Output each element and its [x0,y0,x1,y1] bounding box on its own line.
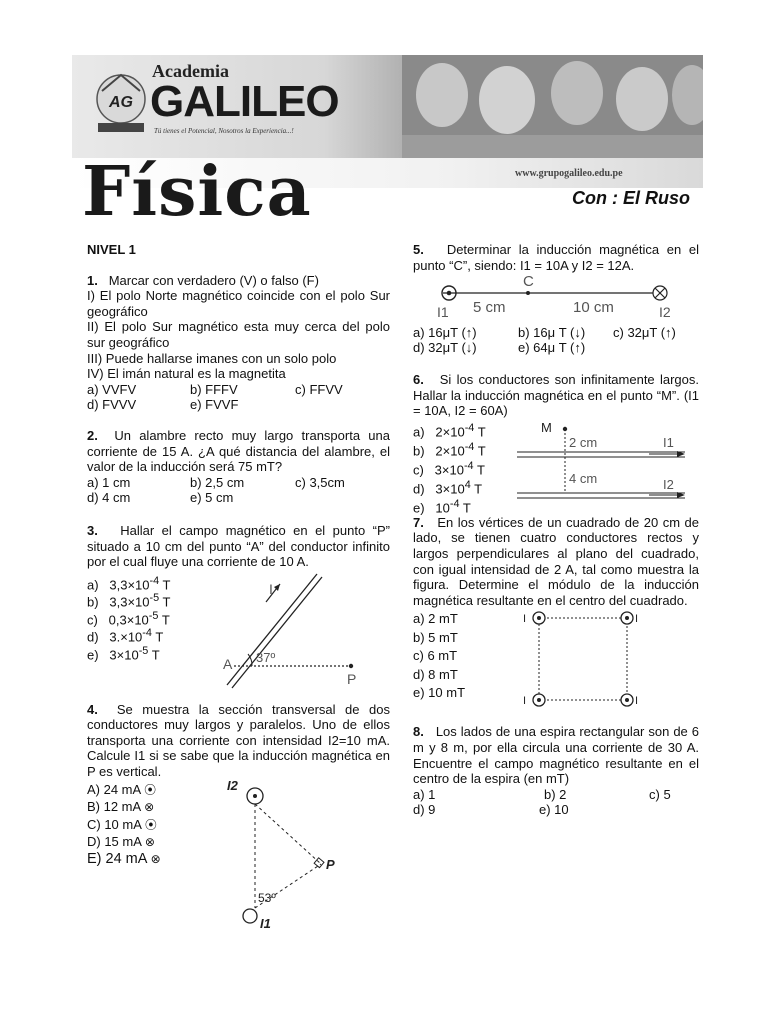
point-p-label: P [347,670,357,687]
question-5 [413,242,699,356]
q6-option: c) $3\times 10^{-4}$ T [413,460,485,478]
website-link[interactable]: www.grupogalileo.edu.pe [515,168,623,179]
q1-item: III) Puede hallarse imanes con un solo polo [87,350,337,366]
q8-option: c) 5 [649,786,671,802]
conductor-bottom-left [533,694,545,706]
question-4 [87,702,390,940]
brand-slogan: Tú tienes el Potencial, Nosotros la Experiencia...! [154,127,294,135]
q6-number: 6. [413,371,424,387]
q7-option: b) 5 mT [413,629,458,645]
q8-option: e) 10 [539,802,569,818]
emblem-text: AG [109,94,133,111]
current-label: I [269,580,273,597]
q8-text: Los lados de una espira rectangular son de 6 m y 8 m, por ella circula una corriente de 30 A. Encuentre el campo magnético resultante en el centro de la espira (en mT) [413,724,699,787]
current-label: I [523,613,527,626]
q8-option: b) 2 [544,786,567,802]
q2-number: 2. [87,427,98,443]
q1-option: d) FVVV [87,397,137,413]
dot-out-icon: ⦿ [144,782,157,797]
distance-label: 2 cm [569,434,598,450]
q3-number: 3. [87,522,98,538]
q7-text: En los vértices de un cuadrado de 20 cm de lado, se tienen cuatro conductores rectos y largos perpendiculares al plano del cuadrado, con igual intensidad de 2 A, tal como muestra la figura. Determine el módulo de la inducción magnética resultante en el centro del cuadrado. [413,514,699,608]
distance-label: 10 cm [573,299,614,317]
q5-option: a) 16μT (↑) [413,324,477,340]
q1-number: 1. [87,272,98,288]
current-label: I [635,695,639,708]
academy-emblem-icon [92,69,150,135]
q7-option: c) 6 mT [413,648,458,664]
conductor-bottom-right [621,694,633,706]
q5-option: d) 32μT (↓) [413,340,477,356]
q8-option: a) 1 [413,786,436,802]
q3-option: c) $0,3\times 10^{-5}$ T [87,609,170,628]
q5-option: e) 64μ T (↑) [518,340,586,356]
question-8 [413,724,699,818]
q4-option-label: B) 12 mA [87,799,141,815]
q4-option [87,781,217,799]
i1-label: I1 [437,304,449,321]
c-label: C [523,273,534,291]
q3-option: b) $3,3\times 10^{-5}$ T [87,592,171,610]
question-7 [413,515,699,717]
q4-option [87,798,217,816]
q3-option: a) $3,3\times 10^{-4}$ T [87,574,171,593]
q7-option: d) 8 mT [413,666,458,682]
question-2 [87,428,390,506]
right-column [413,242,699,818]
i1-label: I1 [260,915,271,931]
q6-option: e) $10^{-4}$ T [413,498,471,516]
question-6 [413,371,699,516]
q6-option: b) $2\times 10^{-4}$ T [413,440,486,459]
q4-number: 4. [87,701,98,717]
conductor-top-right [621,612,633,624]
q3-option: d) $3.\times 10^{-4}$ T [87,627,164,645]
q6-figure [517,419,693,507]
q4-option-label: C) 10 mA [87,816,142,832]
q2-option: e) 5 cm [190,490,234,506]
q2-option: b) 2,5 cm [190,474,245,490]
cross-in-icon: ⊗ [150,851,161,866]
q2-text: Un alambre recto muy largo transporta una corriente de 15 A. ¿A qué distancia del alambre, el valor de la inducción será 75 mT? [87,427,390,475]
q5-option: b) 16μ T (↓) [518,324,586,340]
q4-option-label: A) 24 mA [87,781,141,797]
angle-label: 53º [258,890,276,905]
question-1 [87,273,390,413]
q7-figure [518,610,648,710]
distance-label: 4 cm [569,470,598,486]
m-label: M [541,419,552,435]
q1-item: II) El polo Sur magnético esta muy cerca del polo sur geográfico [87,319,390,350]
q2-option: d) 4 cm [87,490,131,506]
current-label: I [635,613,639,626]
q1-option: a) VVFV [87,381,137,397]
header-banner [72,55,703,158]
p-label: P [326,856,335,872]
q1-item: IV) El imán natural es la magnetita [87,366,286,382]
brand-name: GALILEO [150,77,339,126]
i2-label: I2 [227,777,238,793]
q8-option: d) 9 [413,802,436,818]
q5-option: c) 32μT (↑) [613,324,676,340]
q7-number: 7. [413,514,424,530]
q1-text: Marcar con verdadero (V) o falso (F) [108,272,319,288]
i1-label: I1 [663,434,674,450]
q1-option: e) FVVF [190,397,239,413]
left-column [87,242,390,940]
q4-option [87,851,217,869]
q2-option: a) 1 cm [87,474,131,490]
q4-option [87,833,217,851]
q7-option: e) 10 mT [413,685,466,701]
q5-figure [413,273,699,321]
brand-academia: Academia [152,61,229,81]
q4-figure [222,776,362,936]
q1-item: I) El polo Norte magnético coincide con el polo Sur geográfico [87,288,390,319]
angle-label: 37º [256,649,276,665]
q5-number: 5. [413,242,424,257]
i2-label: I2 [663,476,674,492]
q3-option: e) $3\times 10^{-5}$ T [87,644,160,663]
dot-out-icon: ⦿ [144,817,157,832]
q6-text: Si los conductores son infinitamente largos. Hallar la inducción magnética en el punto “M”. (I1 = 10A, I2 = 60A) [413,371,699,419]
students-photo [402,55,703,158]
distance-label: 5 cm [473,299,506,317]
q1-option: b) FFFV [190,381,238,397]
q1-option: c) FFVV [295,381,343,397]
q6-option: d) $3\times 10^4$ T [413,479,483,497]
i2-label: I2 [659,304,671,321]
conductor-top-left [533,612,545,624]
level-heading: NIVEL 1 [87,242,136,257]
author-label: Con : El Ruso [572,188,690,208]
point-a-label: A [223,655,233,672]
question-3 [87,523,390,692]
q7-option: a) 2 mT [413,611,458,627]
q3-text: Hallar el campo magnético en el punto “P” situado a 10 cm del punto “A” del conductor infinito por el cual fluye una corriente de 10 A. [87,522,390,570]
page-title: Física [82,152,312,232]
q4-option-label: E) 24 mA [87,850,147,867]
q5-text: Determinar la inducción magnética en el punto “C”, siendo: I1 = 10A y I2 = 12A. [413,242,699,273]
q4-text: Se muestra la sección transversal de dos conductores muy largos y paralelos. Uno de ellos transporta una corriente con intensidad I2=10 mA. Calcule I1 si se sabe que la inducción magnética en P es vertical. [87,701,390,780]
q3-figure [219,570,379,692]
current-label: I [523,695,527,708]
cross-in-icon: ⊗ [144,800,155,815]
q4-option [87,816,217,834]
q6-option: a) $2\times 10^{-4}$ T [413,421,486,440]
q4-option-label: D) 15 mA [87,834,142,850]
q8-number: 8. [413,724,424,740]
q2-option: c) 3,5cm [295,474,345,490]
cross-in-icon: ⊗ [144,835,155,850]
